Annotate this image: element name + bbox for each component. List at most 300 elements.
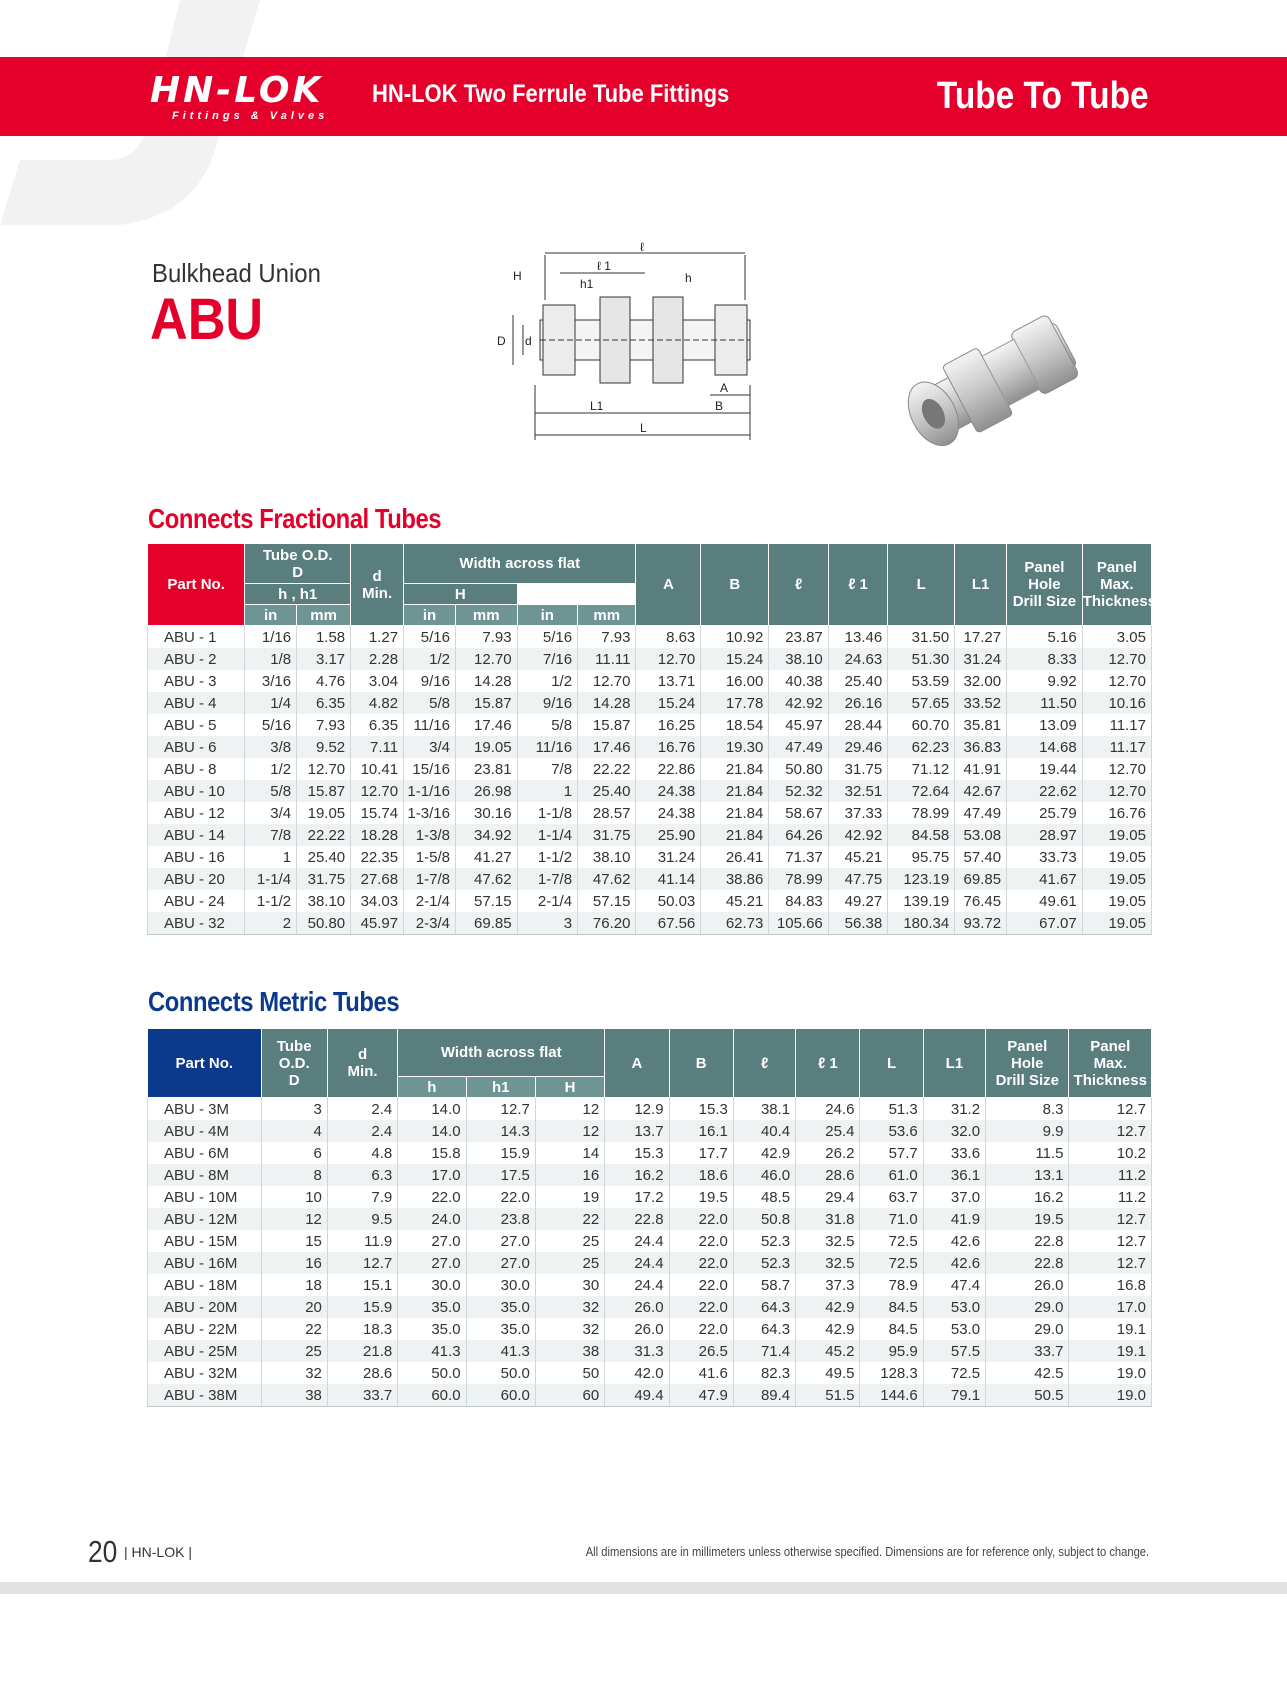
table-cell: 25 (535, 1230, 604, 1252)
table-cell: 50.0 (398, 1362, 466, 1384)
table-cell: 52.3 (733, 1230, 795, 1252)
table-cell: 26.2 (796, 1142, 860, 1164)
table-cell: 19.05 (1082, 912, 1151, 935)
table-cell: 21.84 (701, 758, 769, 780)
part-number-cell: ABU - 14 (148, 824, 245, 846)
metric-col-panel-max-1: Panel (1090, 1037, 1131, 1055)
table-cell: 24.4 (605, 1230, 669, 1252)
table-cell: 32 (535, 1318, 604, 1340)
table-cell: 49.4 (605, 1384, 669, 1407)
table-cell: 2-3/4 (404, 912, 456, 935)
col-tube-od-d: D (292, 563, 304, 581)
table-cell: 10.2 (1069, 1142, 1152, 1164)
table-row (148, 626, 1152, 649)
table-cell: 7.93 (297, 714, 351, 736)
table-cell: 5/16 (404, 626, 456, 649)
table-cell: 15/16 (404, 758, 456, 780)
table-cell: 19.0 (1069, 1362, 1152, 1384)
table-cell: 36.1 (923, 1164, 985, 1186)
table-row (148, 1208, 1152, 1230)
table-cell: 84.58 (888, 824, 955, 846)
col-B: B (701, 544, 769, 626)
table-cell: 72.5 (923, 1362, 985, 1384)
table-cell: 1-3/16 (404, 802, 456, 824)
table-cell: 3/4 (404, 736, 456, 758)
table-cell: 49.61 (1007, 890, 1083, 912)
table-cell: 1/16 (245, 626, 297, 649)
table-cell: 8.33 (1007, 648, 1083, 670)
table-cell: 1 (245, 846, 297, 868)
table-cell: 26.98 (455, 780, 517, 802)
table-cell: 53.0 (923, 1318, 985, 1340)
table-cell: 42.9 (796, 1296, 860, 1318)
table-cell: 30.0 (466, 1274, 535, 1296)
table-cell: 19.05 (1082, 868, 1151, 890)
table-cell: 18.28 (351, 824, 404, 846)
table-cell: 8 (261, 1164, 327, 1186)
table-cell: 76.20 (578, 912, 636, 935)
table-cell: 12 (535, 1120, 604, 1142)
table-cell: 11.2 (1069, 1186, 1152, 1208)
table-cell: 2 (245, 912, 297, 935)
table-cell: 79.1 (923, 1384, 985, 1407)
table-cell: 16.8 (1069, 1274, 1152, 1296)
table-cell: 49.27 (828, 890, 887, 912)
brand-logo (150, 72, 328, 122)
table-cell: 19.05 (455, 736, 517, 758)
table-cell: 1-1/8 (517, 802, 578, 824)
table-cell: 12.7 (1069, 1230, 1152, 1252)
table-cell: 2.4 (327, 1120, 397, 1142)
table-row (148, 714, 1152, 736)
table-cell: 38.1 (733, 1098, 795, 1121)
table-cell: 47.62 (455, 868, 517, 890)
table-cell: 72.64 (888, 780, 955, 802)
table-cell: 2.4 (327, 1098, 397, 1121)
part-number-cell: ABU - 10 (148, 780, 245, 802)
logo-main-text: HN-LOK (150, 70, 324, 111)
col-panel-hole-2: Hole (1028, 576, 1061, 593)
col-tube-mm: mm (297, 605, 351, 626)
diagram-label-h1: h1 (580, 277, 594, 291)
table-cell: 52.3 (733, 1252, 795, 1274)
table-cell: 14.68 (1007, 736, 1083, 758)
table-cell: 31.2 (923, 1098, 985, 1121)
table-cell: 15 (261, 1230, 327, 1252)
table-cell: 71.12 (888, 758, 955, 780)
table-cell: 1/4 (245, 692, 297, 714)
col-tube-od-label: Tube O.D. (262, 546, 333, 564)
table-cell: 3 (517, 912, 578, 935)
part-number-cell: ABU - 8 (148, 758, 245, 780)
table-cell: 47.62 (578, 868, 636, 890)
table-cell: 32.00 (955, 670, 1007, 692)
table-cell: 3/16 (245, 670, 297, 692)
col-L: L (888, 544, 955, 626)
table-cell: 33.6 (923, 1142, 985, 1164)
table-cell: 1-1/2 (245, 890, 297, 912)
table-cell: 38 (535, 1340, 604, 1362)
table-cell: 32.5 (796, 1252, 860, 1274)
table-row (148, 802, 1152, 824)
table-cell: 11.50 (1007, 692, 1083, 714)
table-cell: 5/16 (517, 626, 578, 649)
table-cell: 71.37 (769, 846, 828, 868)
table-row (148, 1120, 1152, 1142)
table-cell: 9.92 (1007, 670, 1083, 692)
table-cell: 4.76 (297, 670, 351, 692)
col-d-min (351, 544, 404, 626)
table-cell: 45.21 (828, 846, 887, 868)
table-cell: 17.7 (669, 1142, 733, 1164)
table-cell: 12.7 (1069, 1120, 1152, 1142)
table-cell: 64.26 (769, 824, 828, 846)
table-cell: 21.84 (701, 780, 769, 802)
table-cell: 35.0 (398, 1318, 466, 1340)
header-subtitle: HN-LOK Two Ferrule Tube Fittings (372, 80, 730, 108)
table-cell: 19.0 (1069, 1384, 1152, 1407)
metric-col-h1: h1 (466, 1077, 535, 1098)
table-cell: 16 (535, 1164, 604, 1186)
table-row (148, 758, 1152, 780)
metric-col-l1: ℓ 1 (796, 1029, 860, 1098)
table-cell: 15.3 (605, 1142, 669, 1164)
part-number-cell: ABU - 16M (148, 1252, 262, 1274)
table-cell: 33.52 (955, 692, 1007, 714)
table-cell: 47.9 (669, 1384, 733, 1407)
metric-col-L: L (860, 1029, 923, 1098)
table-cell: 15.24 (636, 692, 701, 714)
metric-col-d-min-d: d (357, 1046, 368, 1063)
table-cell: 27.0 (466, 1252, 535, 1274)
table-cell: 28.6 (327, 1362, 397, 1384)
table-cell: 12.9 (605, 1098, 669, 1121)
table-cell: 42.5 (986, 1362, 1069, 1384)
table-cell: 53.08 (955, 824, 1007, 846)
table-cell: 27.68 (351, 868, 404, 890)
table-cell: 11/16 (404, 714, 456, 736)
table-cell: 16 (261, 1252, 327, 1274)
table-cell: 5/8 (245, 780, 297, 802)
fractional-spec-table (147, 543, 1157, 935)
table-cell: 63.7 (860, 1186, 923, 1208)
table-cell: 31.75 (297, 868, 351, 890)
table-cell: 22.62 (1007, 780, 1083, 802)
table-cell: 12.70 (455, 648, 517, 670)
table-cell: 12.7 (1069, 1208, 1152, 1230)
table-cell: 10.16 (1082, 692, 1151, 714)
table-cell: 71.0 (860, 1208, 923, 1230)
table-cell: 11.9 (327, 1230, 397, 1252)
metric-col-tube-od-2: O.D. (278, 1054, 310, 1072)
table-cell: 46.0 (733, 1164, 795, 1186)
table-cell: 18 (261, 1274, 327, 1296)
table-cell: 13.09 (1007, 714, 1083, 736)
table-cell: 57.7 (860, 1142, 923, 1164)
part-number-cell: ABU - 12 (148, 802, 245, 824)
table-cell: 15.3 (669, 1098, 733, 1121)
table-cell: 21.8 (327, 1340, 397, 1362)
table-cell: 5/8 (404, 692, 456, 714)
table-cell: 12.7 (466, 1098, 535, 1121)
logo-tagline: Fittings & Valves (172, 110, 329, 122)
table-cell: 51.30 (888, 648, 955, 670)
metric-col-panel-max-2: Max. (1093, 1054, 1127, 1072)
col-H-in: in (517, 605, 578, 626)
table-cell: 19 (535, 1186, 604, 1208)
table-cell: 53.6 (860, 1120, 923, 1142)
table-cell: 13.71 (636, 670, 701, 692)
table-cell: 29.46 (828, 736, 887, 758)
table-cell: 22.0 (669, 1296, 733, 1318)
table-row (148, 1186, 1152, 1208)
table-cell: 37.33 (828, 802, 887, 824)
table-cell: 53.0 (923, 1296, 985, 1318)
table-cell: 22.0 (466, 1186, 535, 1208)
table-cell: 58.7 (733, 1274, 795, 1296)
table-cell: 19.05 (1082, 824, 1151, 846)
table-cell: 38.10 (297, 890, 351, 912)
table-cell: 24.63 (828, 648, 887, 670)
table-cell: 5/16 (245, 714, 297, 736)
table-cell: 11.2 (1069, 1164, 1152, 1186)
table-cell: 22.0 (398, 1186, 466, 1208)
part-number-cell: ABU - 8M (148, 1164, 262, 1186)
table-cell: 11.17 (1082, 736, 1151, 758)
metric-col-tube-od-1: Tube (276, 1037, 312, 1055)
table-cell: 180.34 (888, 912, 955, 935)
table-cell: 22.22 (578, 758, 636, 780)
metric-col-panel-hole-2: Hole (1011, 1054, 1044, 1072)
part-number-cell: ABU - 2 (148, 648, 245, 670)
table-cell: 42.6 (923, 1252, 985, 1274)
table-cell: 26.5 (669, 1340, 733, 1362)
col-panel-hole (1007, 544, 1083, 626)
table-cell: 9.5 (327, 1208, 397, 1230)
table-cell: 50.0 (466, 1362, 535, 1384)
table-cell: 18.6 (669, 1164, 733, 1186)
table-cell: 24.0 (398, 1208, 466, 1230)
table-cell: 53.59 (888, 670, 955, 692)
table-cell: 1/8 (245, 648, 297, 670)
table-cell: 20 (261, 1296, 327, 1318)
table-cell: 26.0 (605, 1296, 669, 1318)
table-cell: 33.7 (327, 1384, 397, 1407)
table-cell: 45.97 (769, 714, 828, 736)
table-cell: 22.0 (669, 1230, 733, 1252)
table-cell: 12.7 (1069, 1252, 1152, 1274)
table-cell: 47.4 (923, 1274, 985, 1296)
table-cell: 42.0 (605, 1362, 669, 1384)
table-cell: 35.0 (398, 1296, 466, 1318)
table-row (148, 1362, 1152, 1384)
part-number-cell: ABU - 6M (148, 1142, 262, 1164)
diagram-label-L: L (640, 421, 647, 435)
table-row (148, 1296, 1152, 1318)
table-cell: 5.16 (1007, 626, 1083, 649)
table-cell: 7.93 (578, 626, 636, 649)
table-cell: 12 (535, 1098, 604, 1121)
table-cell: 24.4 (605, 1274, 669, 1296)
table-cell: 38 (261, 1384, 327, 1407)
table-cell: 13.46 (828, 626, 887, 649)
table-cell: 6.35 (297, 692, 351, 714)
table-cell: 1-1/2 (517, 846, 578, 868)
table-cell: 32.51 (828, 780, 887, 802)
table-row (148, 890, 1152, 912)
col-l1: ℓ 1 (828, 544, 887, 626)
table-cell: 10.92 (701, 626, 769, 649)
table-cell: 128.3 (860, 1362, 923, 1384)
table-cell: 50.03 (636, 890, 701, 912)
table-cell: 27.0 (466, 1230, 535, 1252)
table-row (148, 780, 1152, 802)
table-cell: 16.2 (605, 1164, 669, 1186)
part-number-cell: ABU - 3M (148, 1098, 262, 1121)
table-cell: 36.83 (955, 736, 1007, 758)
table-cell: 30.0 (398, 1274, 466, 1296)
table-cell: 61.0 (860, 1164, 923, 1186)
metric-col-A: A (605, 1029, 669, 1098)
table-cell: 28.44 (828, 714, 887, 736)
table-cell: 50.80 (769, 758, 828, 780)
table-cell: 57.40 (955, 846, 1007, 868)
table-cell: 14.28 (578, 692, 636, 714)
table-cell: 35.0 (466, 1296, 535, 1318)
table-cell: 19.5 (669, 1186, 733, 1208)
table-cell: 13.1 (986, 1164, 1069, 1186)
table-cell: 7.9 (327, 1186, 397, 1208)
table-cell: 15.87 (297, 780, 351, 802)
col-l: ℓ (769, 544, 828, 626)
metric-col-h: h (398, 1077, 466, 1098)
table-cell: 35.0 (466, 1318, 535, 1340)
col-d-min-d: d (372, 567, 382, 585)
table-cell: 64.3 (733, 1318, 795, 1340)
table-cell: 32 (261, 1362, 327, 1384)
table-cell: 49.5 (796, 1362, 860, 1384)
col-panel-max-1: Panel (1096, 559, 1137, 576)
table-cell: 1.58 (297, 626, 351, 649)
diagram-label-d: d (525, 334, 532, 348)
table-cell: 41.67 (1007, 868, 1083, 890)
part-number-cell: ABU - 5 (148, 714, 245, 736)
table-cell: 4.82 (351, 692, 404, 714)
table-cell: 62.23 (888, 736, 955, 758)
table-cell: 27.0 (398, 1252, 466, 1274)
table-cell: 16.1 (669, 1120, 733, 1142)
table-cell: 16.76 (1082, 802, 1151, 824)
metric-spec-table (147, 1028, 1152, 1407)
col-panel-max-2: Max. (1100, 576, 1134, 593)
table-cell: 25.4 (796, 1120, 860, 1142)
table-cell: 7/8 (245, 824, 297, 846)
metric-col-H: H (535, 1077, 604, 1098)
metric-col-panel-hole (986, 1029, 1069, 1098)
table-cell: 3/4 (245, 802, 297, 824)
table-cell: 26.41 (701, 846, 769, 868)
table-cell: 3.04 (351, 670, 404, 692)
metric-col-tube-od-3: D (288, 1071, 300, 1089)
table-cell: 89.4 (733, 1384, 795, 1407)
col-d-min-label: Min. (362, 584, 393, 602)
table-cell: 47.75 (828, 868, 887, 890)
col-h-mm: mm (455, 605, 517, 626)
fractional-table-body (148, 626, 1152, 935)
table-cell: 16.25 (636, 714, 701, 736)
table-cell: 14.0 (398, 1120, 466, 1142)
metric-col-panel-max-3: Thickness (1073, 1071, 1147, 1089)
col-L1: L1 (955, 544, 1007, 626)
table-row (148, 1142, 1152, 1164)
table-cell: 30.16 (455, 802, 517, 824)
table-cell: 23.8 (466, 1208, 535, 1230)
table-cell: 9.9 (986, 1120, 1069, 1142)
page-number: 20 (88, 1534, 118, 1569)
part-number-cell: ABU - 22M (148, 1318, 262, 1340)
table-cell: 56.38 (828, 912, 887, 935)
table-cell: 42.92 (828, 824, 887, 846)
table-cell: 24.38 (636, 802, 701, 824)
table-cell: 19.1 (1069, 1318, 1152, 1340)
table-cell: 24.4 (605, 1252, 669, 1274)
metric-col-tube-od (261, 1029, 327, 1098)
table-cell: 60 (535, 1384, 604, 1407)
table-cell: 12.70 (578, 670, 636, 692)
table-cell: 3 (261, 1098, 327, 1121)
table-cell: 24.38 (636, 780, 701, 802)
table-cell: 12.70 (297, 758, 351, 780)
table-cell: 2-1/4 (404, 890, 456, 912)
part-number-cell: ABU - 24 (148, 890, 245, 912)
table-cell: 22.0 (669, 1208, 733, 1230)
table-cell: 12.70 (351, 780, 404, 802)
table-cell: 17.27 (955, 626, 1007, 649)
table-row (148, 846, 1152, 868)
part-number-cell: ABU - 38M (148, 1384, 262, 1407)
table-cell: 19.1 (1069, 1340, 1152, 1362)
table-cell: 57.15 (455, 890, 517, 912)
table-cell: 25 (261, 1340, 327, 1362)
table-cell: 17.0 (1069, 1296, 1152, 1318)
table-cell: 27.0 (398, 1230, 466, 1252)
table-cell: 4 (261, 1120, 327, 1142)
table-cell: 37.3 (796, 1274, 860, 1296)
table-cell: 57.5 (923, 1340, 985, 1362)
table-cell: 60.0 (466, 1384, 535, 1407)
table-cell: 32 (535, 1296, 604, 1318)
metric-col-l: ℓ (733, 1029, 795, 1098)
table-cell: 60.0 (398, 1384, 466, 1407)
metric-col-L1: L1 (923, 1029, 985, 1098)
table-cell: 22.8 (986, 1230, 1069, 1252)
bottom-band (0, 1582, 1287, 1594)
table-cell: 42.9 (796, 1318, 860, 1340)
table-cell: 1.27 (351, 626, 404, 649)
table-cell: 22.86 (636, 758, 701, 780)
table-row (148, 1274, 1152, 1296)
table-row (148, 736, 1152, 758)
table-cell: 29.0 (986, 1318, 1069, 1340)
table-cell: 15.1 (327, 1274, 397, 1296)
table-cell: 25.79 (1007, 802, 1083, 824)
col-A: A (636, 544, 701, 626)
table-cell: 48.5 (733, 1186, 795, 1208)
diagram-label-l1: ℓ 1 (597, 259, 611, 273)
table-cell: 18.54 (701, 714, 769, 736)
table-cell: 139.19 (888, 890, 955, 912)
col-h-in: in (404, 605, 456, 626)
